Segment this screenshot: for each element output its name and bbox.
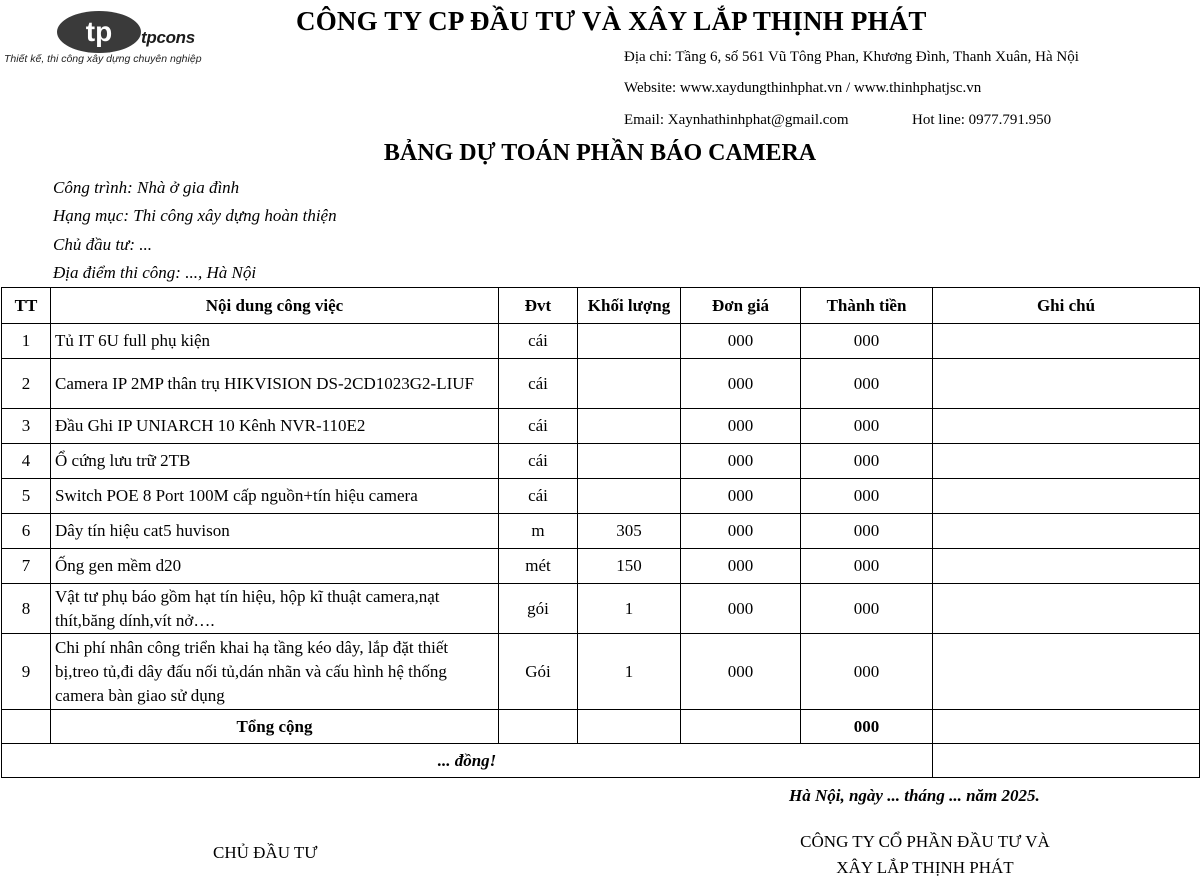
cell-qty (578, 479, 681, 514)
cell-qty: 150 (578, 549, 681, 584)
cell-qty (578, 324, 681, 359)
investor-signature-label: CHỦ ĐẦU TƯ (213, 843, 318, 862)
cell-content: Switch POE 8 Port 100M cấp nguồn+tín hiệu camera (51, 479, 499, 514)
cell-amount: 000 (801, 514, 933, 549)
table-header-row (2, 288, 1200, 324)
document-title: BẢNG DỰ TOÁN PHẦN BÁO CAMERA (383, 140, 817, 166)
company-website: Website: www.xaydungthinhphat.vn / www.thinhphatjsc.vn (624, 80, 982, 96)
col-header-note: Ghi chú (933, 288, 1200, 324)
cell-content: Đầu Ghi IP UNIARCH 10 Kênh NVR-110E2 (51, 409, 499, 444)
amount-in-words: ... đồng! (2, 744, 933, 778)
cell-price: 000 (681, 444, 801, 479)
cell-qty (578, 409, 681, 444)
logo-slogan: Thiết kế, thi công xây dựng chuyên nghiệp (4, 53, 202, 65)
cell-amount: 000 (801, 409, 933, 444)
cell-amount: 000 (801, 584, 933, 634)
total-cell-empty (933, 710, 1200, 744)
cell-unit: Gói (499, 634, 578, 710)
table-row (2, 409, 1200, 444)
cell-note (933, 634, 1200, 710)
cell-content: Camera IP 2MP thân trụ HIKVISION DS-2CD1023G2-LIUF (51, 359, 499, 409)
table-row (2, 479, 1200, 514)
cell-content: Vật tư phụ báo gồm hạt tín hiệu, hộp kĩ thuật camera,nạt thít,băng dính,vít nở…. (51, 584, 499, 634)
col-header-content: Nội dung công việc (51, 288, 499, 324)
words-cell-empty (933, 744, 1200, 778)
table-row (2, 324, 1200, 359)
cell-note (933, 479, 1200, 514)
cell-unit: cái (499, 479, 578, 514)
logo-brand: tpcons (141, 28, 195, 47)
company-address: Địa chỉ: Tầng 6, số 561 Vũ Tông Phan, Khương Đình, Thanh Xuân, Hà Nội (624, 49, 1079, 65)
company-signature-block (770, 829, 1080, 881)
cell-unit: gói (499, 584, 578, 634)
cell-note (933, 514, 1200, 549)
cell-amount: 000 (801, 479, 933, 514)
meta-location: Địa điểm thi công: ..., Hà Nội (53, 263, 257, 282)
cell-tt: 6 (2, 514, 51, 549)
cell-price: 000 (681, 409, 801, 444)
cell-tt: 2 (2, 359, 51, 409)
col-header-amount: Thành tiền (801, 288, 933, 324)
cell-note (933, 584, 1200, 634)
cell-amount: 000 (801, 444, 933, 479)
cell-tt: 4 (2, 444, 51, 479)
cell-tt: 7 (2, 549, 51, 584)
col-header-price: Đơn giá (681, 288, 801, 324)
amount-in-words-row (2, 744, 1200, 778)
cell-price: 000 (681, 514, 801, 549)
cell-note (933, 409, 1200, 444)
cell-content: Tủ IT 6U full phụ kiện (51, 324, 499, 359)
cell-content: Ổ cứng lưu trữ 2TB (51, 444, 499, 479)
table-row (2, 634, 1200, 710)
total-cell-empty (499, 710, 578, 744)
table-row (2, 584, 1200, 634)
total-cell-empty (2, 710, 51, 744)
cell-price: 000 (681, 324, 801, 359)
col-header-qty: Khối lượng (578, 288, 681, 324)
cell-note (933, 549, 1200, 584)
cell-tt: 8 (2, 584, 51, 634)
company-logo (6, 8, 256, 70)
cell-note (933, 444, 1200, 479)
cell-amount: 000 (801, 549, 933, 584)
cell-qty (578, 359, 681, 409)
cell-qty: 305 (578, 514, 681, 549)
cell-unit: mét (499, 549, 578, 584)
cell-tt: 1 (2, 324, 51, 359)
company-signature-line1: CÔNG TY CỔ PHẦN ĐẦU TƯ VÀ (800, 832, 1050, 851)
cell-tt: 9 (2, 634, 51, 710)
table-row (2, 549, 1200, 584)
cell-price: 000 (681, 479, 801, 514)
total-amount: 000 (801, 710, 933, 744)
date-line: Hà Nội, ngày ... tháng ... năm 2025. (789, 786, 1040, 805)
cell-unit: cái (499, 324, 578, 359)
company-email: Email: Xaynhathinhphat@gmail.com (624, 112, 849, 128)
total-row (2, 710, 1200, 744)
cell-content: Ống gen mềm d20 (51, 549, 499, 584)
company-hotline: Hot line: 0977.791.950 (912, 112, 1052, 128)
cell-amount: 000 (801, 634, 933, 710)
cell-unit: cái (499, 409, 578, 444)
meta-category: Hạng mục: Thi công xây dựng hoàn thiện (53, 206, 337, 225)
cell-qty: 1 (578, 584, 681, 634)
cell-price: 000 (681, 634, 801, 710)
table-row (2, 359, 1200, 409)
cell-unit: cái (499, 359, 578, 409)
cell-content: Dây tín hiệu cat5 huvison (51, 514, 499, 549)
cell-amount: 000 (801, 359, 933, 409)
company-signature-line2: XÂY LẮP THỊNH PHÁT (836, 858, 1014, 877)
cell-price: 000 (681, 584, 801, 634)
col-header-unit: Đvt (499, 288, 578, 324)
cell-tt: 5 (2, 479, 51, 514)
logo-mark-text: tp (85, 16, 113, 47)
estimate-table (1, 287, 1200, 778)
cell-price: 000 (681, 359, 801, 409)
tp-logo-mark-icon (56, 10, 142, 54)
meta-project: Công trình: Nhà ở gia đình (53, 178, 240, 197)
cell-note (933, 324, 1200, 359)
table-row (2, 514, 1200, 549)
company-name: CÔNG TY CP ĐẦU TƯ VÀ XÂY LẮP THỊNH PHÁT (296, 6, 927, 36)
cell-unit: m (499, 514, 578, 549)
meta-investor: Chủ đầu tư: ... (53, 235, 152, 254)
total-cell-empty (681, 710, 801, 744)
cell-amount: 000 (801, 324, 933, 359)
cell-content: Chi phí nhân công triển khai hạ tầng kéo dây, lắp đặt thiết bị,treo tủ,đi dây đấu nối tủ,dán nhãn và cấu hình hệ thống camera bàn giao sử dụng (51, 634, 499, 710)
cell-qty (578, 444, 681, 479)
total-label: Tổng cộng (51, 710, 499, 744)
total-cell-empty (578, 710, 681, 744)
cell-price: 000 (681, 549, 801, 584)
cell-note (933, 359, 1200, 409)
col-header-tt: TT (2, 288, 51, 324)
table-row (2, 444, 1200, 479)
cell-tt: 3 (2, 409, 51, 444)
cell-unit: cái (499, 444, 578, 479)
cell-qty: 1 (578, 634, 681, 710)
